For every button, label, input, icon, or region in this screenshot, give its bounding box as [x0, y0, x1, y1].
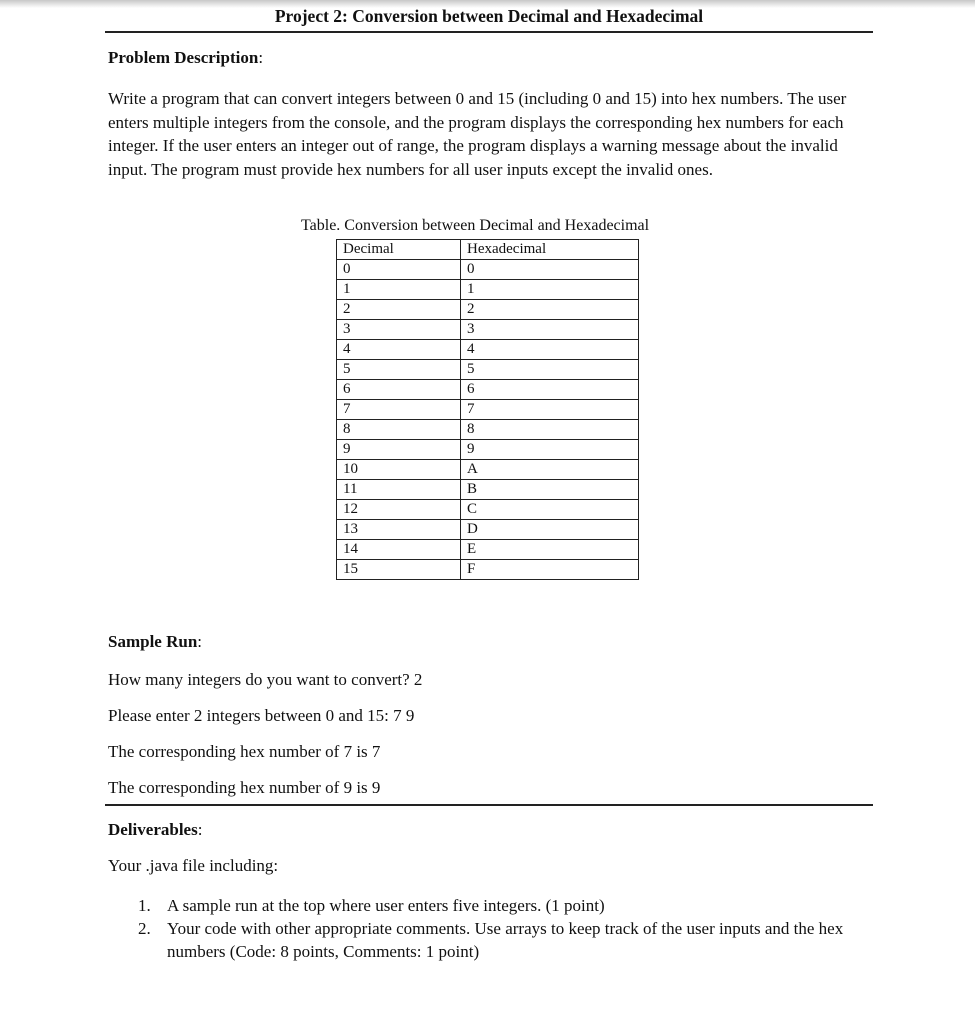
decimal-cell: 7	[337, 400, 461, 420]
hex-cell: C	[461, 500, 639, 520]
decimal-cell: 13	[337, 520, 461, 540]
heading-colon: :	[197, 820, 203, 839]
table-row	[337, 540, 639, 560]
table-row	[337, 560, 639, 580]
sample-run-line-1: How many integers do you want to convert? 2	[108, 670, 423, 689]
decimal-cell: 3	[337, 320, 461, 340]
document-title: Project 2: Conversion between Decimal and Hexadecimal	[105, 6, 873, 33]
table-row	[337, 380, 639, 400]
hex-cell: 8	[461, 420, 639, 440]
column-header-decimal: Decimal	[337, 240, 461, 260]
decimal-cell: 10	[337, 460, 461, 480]
column-header-hexadecimal: Hexadecimal	[461, 240, 639, 260]
decimal-cell: 6	[337, 380, 461, 400]
sample-run-line-3: The corresponding hex number of 7 is 7	[108, 742, 381, 761]
decimal-cell: 14	[337, 540, 461, 560]
hex-cell: 3	[461, 320, 639, 340]
table-row	[337, 500, 639, 520]
hex-cell: 1	[461, 280, 639, 300]
hex-cell: 9	[461, 440, 639, 460]
heading-colon: :	[258, 48, 264, 67]
hex-cell: 6	[461, 380, 639, 400]
decimal-cell: 12	[337, 500, 461, 520]
list-item	[138, 894, 873, 917]
table-row	[337, 280, 639, 300]
hex-cell: F	[461, 560, 639, 580]
decimal-cell: 2	[337, 300, 461, 320]
heading-text: Deliverables	[108, 820, 198, 839]
deliverables-intro: Your .java file including:	[108, 856, 279, 875]
table-row	[337, 420, 639, 440]
section-divider	[105, 804, 873, 806]
heading-colon: :	[197, 632, 203, 651]
table-row	[337, 360, 639, 380]
deliverables-heading	[108, 820, 202, 840]
decimal-cell: 11	[337, 480, 461, 500]
problem-description-text: Write a program that can convert integers between 0 and 15 (including 0 and 15) into hex numbers. The user enters multiple integers from the console, and the program displays the corresponding hex numbers for each integer. If the user enters an integer out of range, the program displays a warning message about the invalid input. The program must provide hex numbers for all user inputs except the invalid ones.	[108, 89, 847, 179]
decimal-cell: 5	[337, 360, 461, 380]
list-item-text: A sample run at the top where user enters five integers. (1 point)	[167, 896, 605, 915]
table-row	[337, 480, 639, 500]
conversion-table	[336, 239, 639, 580]
sample-run-line-4: The corresponding hex number of 9 is 9	[108, 778, 381, 797]
table-row	[337, 300, 639, 320]
hex-cell: A	[461, 460, 639, 480]
hex-cell: 7	[461, 400, 639, 420]
table-caption: Table. Conversion between Decimal and Hexadecimal	[301, 217, 650, 234]
hex-cell: D	[461, 520, 639, 540]
table-row	[337, 260, 639, 280]
decimal-cell: 1	[337, 280, 461, 300]
table-header-row	[337, 240, 639, 260]
hex-cell: B	[461, 480, 639, 500]
hex-cell: 2	[461, 300, 639, 320]
table-row	[337, 400, 639, 420]
decimal-cell: 0	[337, 260, 461, 280]
heading-text: Problem Description	[108, 48, 259, 67]
heading-text: Sample Run	[108, 632, 198, 651]
list-item	[138, 917, 873, 963]
hex-cell: 4	[461, 340, 639, 360]
sample-run-line-2: Please enter 2 integers between 0 and 15: 7 9	[108, 706, 415, 725]
list-item-number: 1.	[138, 896, 151, 915]
hex-cell: E	[461, 540, 639, 560]
sample-run-heading	[108, 632, 202, 652]
table-row	[337, 340, 639, 360]
decimal-cell: 15	[337, 560, 461, 580]
list-item-number: 2.	[138, 919, 151, 938]
hex-cell: 5	[461, 360, 639, 380]
deliverables-list	[138, 894, 873, 963]
decimal-cell: 8	[337, 420, 461, 440]
hex-cell: 0	[461, 260, 639, 280]
decimal-cell: 9	[337, 440, 461, 460]
table-row	[337, 320, 639, 340]
table-row	[337, 460, 639, 480]
list-item-text: Your code with other appropriate comments. Use arrays to keep track of the user inputs and the hex numbers (Code: 8 points, Comments: 1 point)	[167, 919, 844, 961]
table-row	[337, 520, 639, 540]
table-row	[337, 440, 639, 460]
problem-description-heading	[108, 48, 263, 68]
decimal-cell: 4	[337, 340, 461, 360]
